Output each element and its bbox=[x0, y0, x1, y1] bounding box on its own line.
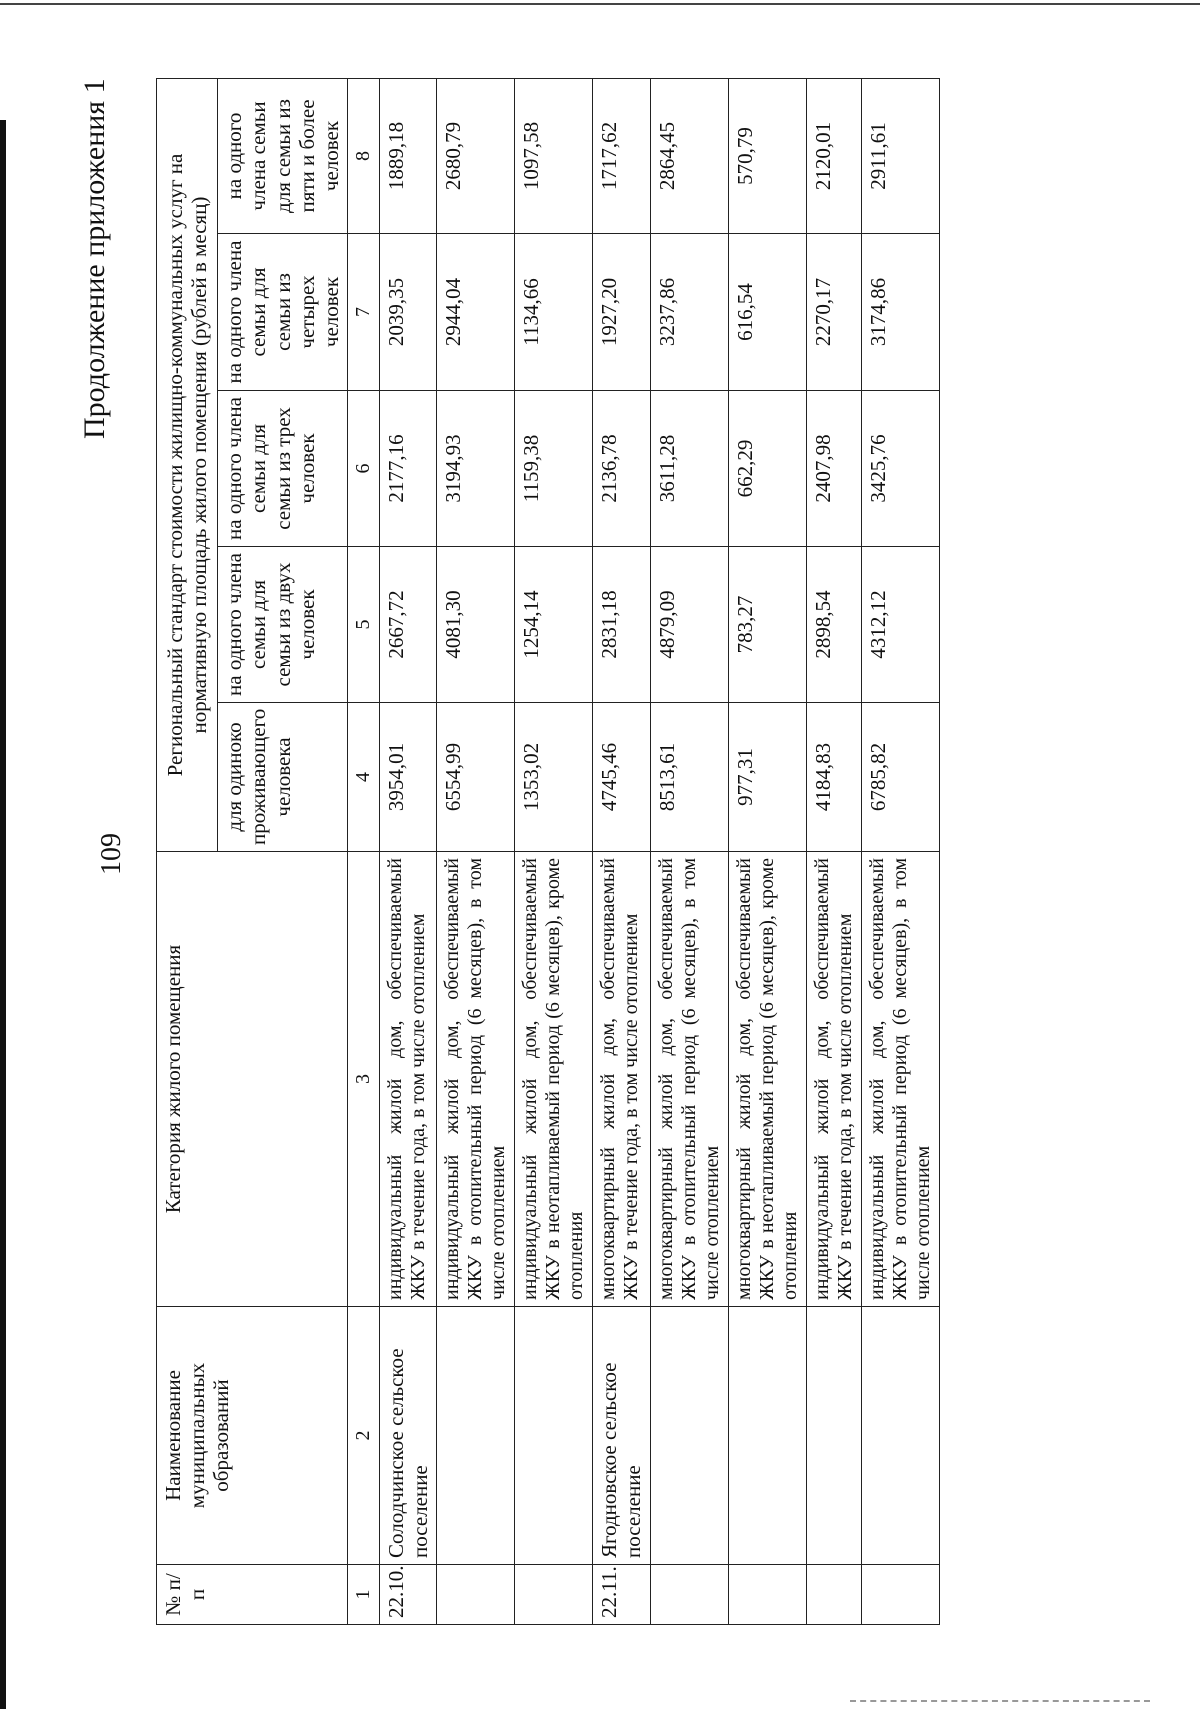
row-number bbox=[728, 1565, 806, 1625]
table-row bbox=[593, 79, 650, 1625]
value-single: 977,31 bbox=[728, 703, 806, 852]
header-two: на одного члена семьи для семьи из двух человек bbox=[218, 547, 348, 703]
value-single: 1353,02 bbox=[515, 703, 593, 852]
row-number: 22.11. bbox=[593, 1565, 650, 1625]
municipality-name bbox=[861, 1307, 939, 1565]
value-four: 1927,20 bbox=[593, 234, 650, 391]
municipality-name: Ягодновское сельское поселение bbox=[593, 1307, 650, 1565]
header-category: Категория жилого помещения bbox=[157, 852, 348, 1307]
table-row bbox=[728, 79, 806, 1625]
header-single: для одиноко проживающего человека bbox=[218, 703, 348, 852]
row-number bbox=[650, 1565, 728, 1625]
column-index-row bbox=[347, 79, 379, 1625]
value-three: 662,29 bbox=[728, 391, 806, 547]
value-five-plus: 1889,18 bbox=[379, 79, 436, 234]
value-three: 1159,38 bbox=[515, 391, 593, 547]
value-four: 3174,86 bbox=[861, 234, 939, 391]
municipality-name: Солодчинское сельское поселение bbox=[379, 1307, 436, 1565]
col-index: 6 bbox=[347, 391, 379, 547]
header-no: № п/п bbox=[157, 1565, 348, 1625]
value-five-plus: 2680,79 bbox=[437, 79, 515, 234]
col-index: 4 bbox=[347, 703, 379, 852]
value-four: 616,54 bbox=[728, 234, 806, 391]
value-four: 2270,17 bbox=[806, 234, 861, 391]
col-index: 5 bbox=[347, 547, 379, 703]
header-three: на одного члена семьи для семьи из трех человек bbox=[218, 391, 348, 547]
value-five-plus: 1097,58 bbox=[515, 79, 593, 234]
value-two: 2831,18 bbox=[593, 547, 650, 703]
value-five-plus: 2120,01 bbox=[806, 79, 861, 234]
value-two: 2667,72 bbox=[379, 547, 436, 703]
value-three: 2407,98 bbox=[806, 391, 861, 547]
header-municipality: Наименование муниципальных образований bbox=[157, 1307, 348, 1565]
header-four: на одного члена семьи для семьи из четырех человек bbox=[218, 234, 348, 391]
value-three: 2136,78 bbox=[593, 391, 650, 547]
value-four: 2039,35 bbox=[379, 234, 436, 391]
table-row bbox=[379, 79, 436, 1625]
row-number bbox=[437, 1565, 515, 1625]
housing-category: индивидуальный жилой дом, обеспечиваемый ЖКУ в отопительный период (6 месяцев), в том числе отоплением bbox=[437, 852, 515, 1307]
municipality-name bbox=[728, 1307, 806, 1565]
value-two: 1254,14 bbox=[515, 547, 593, 703]
value-two: 4081,30 bbox=[437, 547, 515, 703]
value-four: 1134,66 bbox=[515, 234, 593, 391]
table-body bbox=[379, 79, 939, 1625]
table-row bbox=[806, 79, 861, 1625]
header-five-plus: на одного члена семьи для семьи из пяти и более человек bbox=[218, 79, 348, 234]
value-three: 3194,93 bbox=[437, 391, 515, 547]
col-index: 2 bbox=[347, 1307, 379, 1565]
municipality-name bbox=[650, 1307, 728, 1565]
municipality-name bbox=[437, 1307, 515, 1565]
standard-cost-table bbox=[156, 78, 940, 1625]
page-number: 109 bbox=[96, 833, 127, 875]
value-two: 4312,12 bbox=[861, 547, 939, 703]
value-single: 4745,46 bbox=[593, 703, 650, 852]
row-number bbox=[861, 1565, 939, 1625]
value-three: 2177,16 bbox=[379, 391, 436, 547]
table-row bbox=[650, 79, 728, 1625]
row-number bbox=[806, 1565, 861, 1625]
col-index: 1 bbox=[347, 1565, 379, 1625]
value-four: 3237,86 bbox=[650, 234, 728, 391]
value-five-plus: 570,79 bbox=[728, 79, 806, 234]
value-two: 2898,54 bbox=[806, 547, 861, 703]
row-number: 22.10. bbox=[379, 1565, 436, 1625]
value-single: 6785,82 bbox=[861, 703, 939, 852]
value-five-plus: 2911,61 bbox=[861, 79, 939, 234]
housing-category: индивидуальный жилой дом, обеспечиваемый ЖКУ в течение года, в том числе отоплением bbox=[806, 852, 861, 1307]
table-row bbox=[515, 79, 593, 1625]
col-index: 7 bbox=[347, 234, 379, 391]
header-row-1 bbox=[157, 79, 218, 1625]
value-five-plus: 1717,62 bbox=[593, 79, 650, 234]
value-single: 3954,01 bbox=[379, 703, 436, 852]
municipality-name bbox=[806, 1307, 861, 1565]
table-row bbox=[861, 79, 939, 1625]
housing-category: индивидуальный жилой дом, обеспечиваемый ЖКУ в неотапливаемый период (6 месяцев), кроме отопления bbox=[515, 852, 593, 1307]
table-row bbox=[437, 79, 515, 1625]
value-four: 2944,04 bbox=[437, 234, 515, 391]
housing-category: многоквартирный жилой дом, обеспечиваемый ЖКУ в неотапливаемый период (6 месяцев), кроме отопления bbox=[728, 852, 806, 1307]
housing-category: многоквартирный жилой дом, обеспечиваемый ЖКУ в течение года, в том числе отоплением bbox=[593, 852, 650, 1307]
value-five-plus: 2864,45 bbox=[650, 79, 728, 234]
header-regional-standard: Региональный стандарт стоимости жилищно-коммунальных услуг на нормативную площадь жилого помещения (рублей в месяц) bbox=[157, 79, 218, 852]
value-single: 6554,99 bbox=[437, 703, 515, 852]
col-index: 8 bbox=[347, 79, 379, 234]
housing-category: индивидуальный жилой дом, обеспечиваемый ЖКУ в отопительный период (6 месяцев), в том числе отоплением bbox=[861, 852, 939, 1307]
value-single: 4184,83 bbox=[806, 703, 861, 852]
value-two: 4879,09 bbox=[650, 547, 728, 703]
housing-category: индивидуальный жилой дом, обеспечиваемый ЖКУ в течение года, в том числе отоплением bbox=[379, 852, 436, 1307]
value-three: 3425,76 bbox=[861, 391, 939, 547]
value-single: 8513,61 bbox=[650, 703, 728, 852]
value-three: 3611,28 bbox=[650, 391, 728, 547]
col-index: 3 bbox=[347, 852, 379, 1307]
rotated-page: 109 Продолжение приложения 1 № п/п Наименование муниципальных образований Категория жилого помещения Региональный стандарт стоимости жилищно-коммунальных услуг на нормативную площадь жилого помещения (рублей в месяц) для одиноко проживающего человека на одного члена семьи для семьи из двух человек на одного члена семьи для семьи из трех человек на одного члена семьи для семьи из четырех человек на одного члена семьи для семьи из пяти и более человек 1 2 3 4 5 6 7 8 22.10. Солодчинское сельское поселение индивидуальный жилой дом, обеспечиваемый ЖКУ в течение года, в том числе отоплением 3954,01 2667,72 2177,16 2039,35 1889,18 индивидуальный жилой дом, обеспечиваемый ЖКУ в отопительный период (6 месяцев), в том числе отоплением 6554,99 4081,30 3194,93 2944,04 2680,79 индивидуальный жилой дом, обеспечиваемый ЖКУ в неотапливаемый период (6 месяцев), кроме отопления 1353,02 1254,14 1159,38 1134,66 1097,58 22.11. Ягодновское сельское поселение многоквартирный жилой дом, обеспечиваемый ЖКУ в течение года, в том числе отоплением 4745,46 2831,18 2136,78 1927,20 1717,62 многоквартирный жилой дом, обеспечиваемый ЖКУ в отопительный период (6 месяцев), в том числе отоплением 8513,61 4879,09 3611,28 3237,86 2864,45 многоквартирный жилой дом, обеспечиваемый ЖКУ в неотапливаемый период (6 месяцев), кроме отопления 977,31 783,27 662,29 616,54 570,79 индивидуальный жилой дом, обеспечиваемый ЖКУ в течение года, в том числе отоплением 4184,83 2898,54 2407,98 2270,17 2120,01 индивидуальный жилой дом, обеспечиваемый ЖКУ в отопительный период (6 месяцев), в том числе отоплением 6785,82 4312,12 3425,76 3174,86 2911,61 bbox=[0, 0, 1200, 1709]
housing-category: многоквартирный жилой дом, обеспечиваемый ЖКУ в отопительный период (6 месяцев), в том числе отоплением bbox=[650, 852, 728, 1307]
municipality-name bbox=[515, 1307, 593, 1565]
value-two: 783,27 bbox=[728, 547, 806, 703]
row-number bbox=[515, 1565, 593, 1625]
